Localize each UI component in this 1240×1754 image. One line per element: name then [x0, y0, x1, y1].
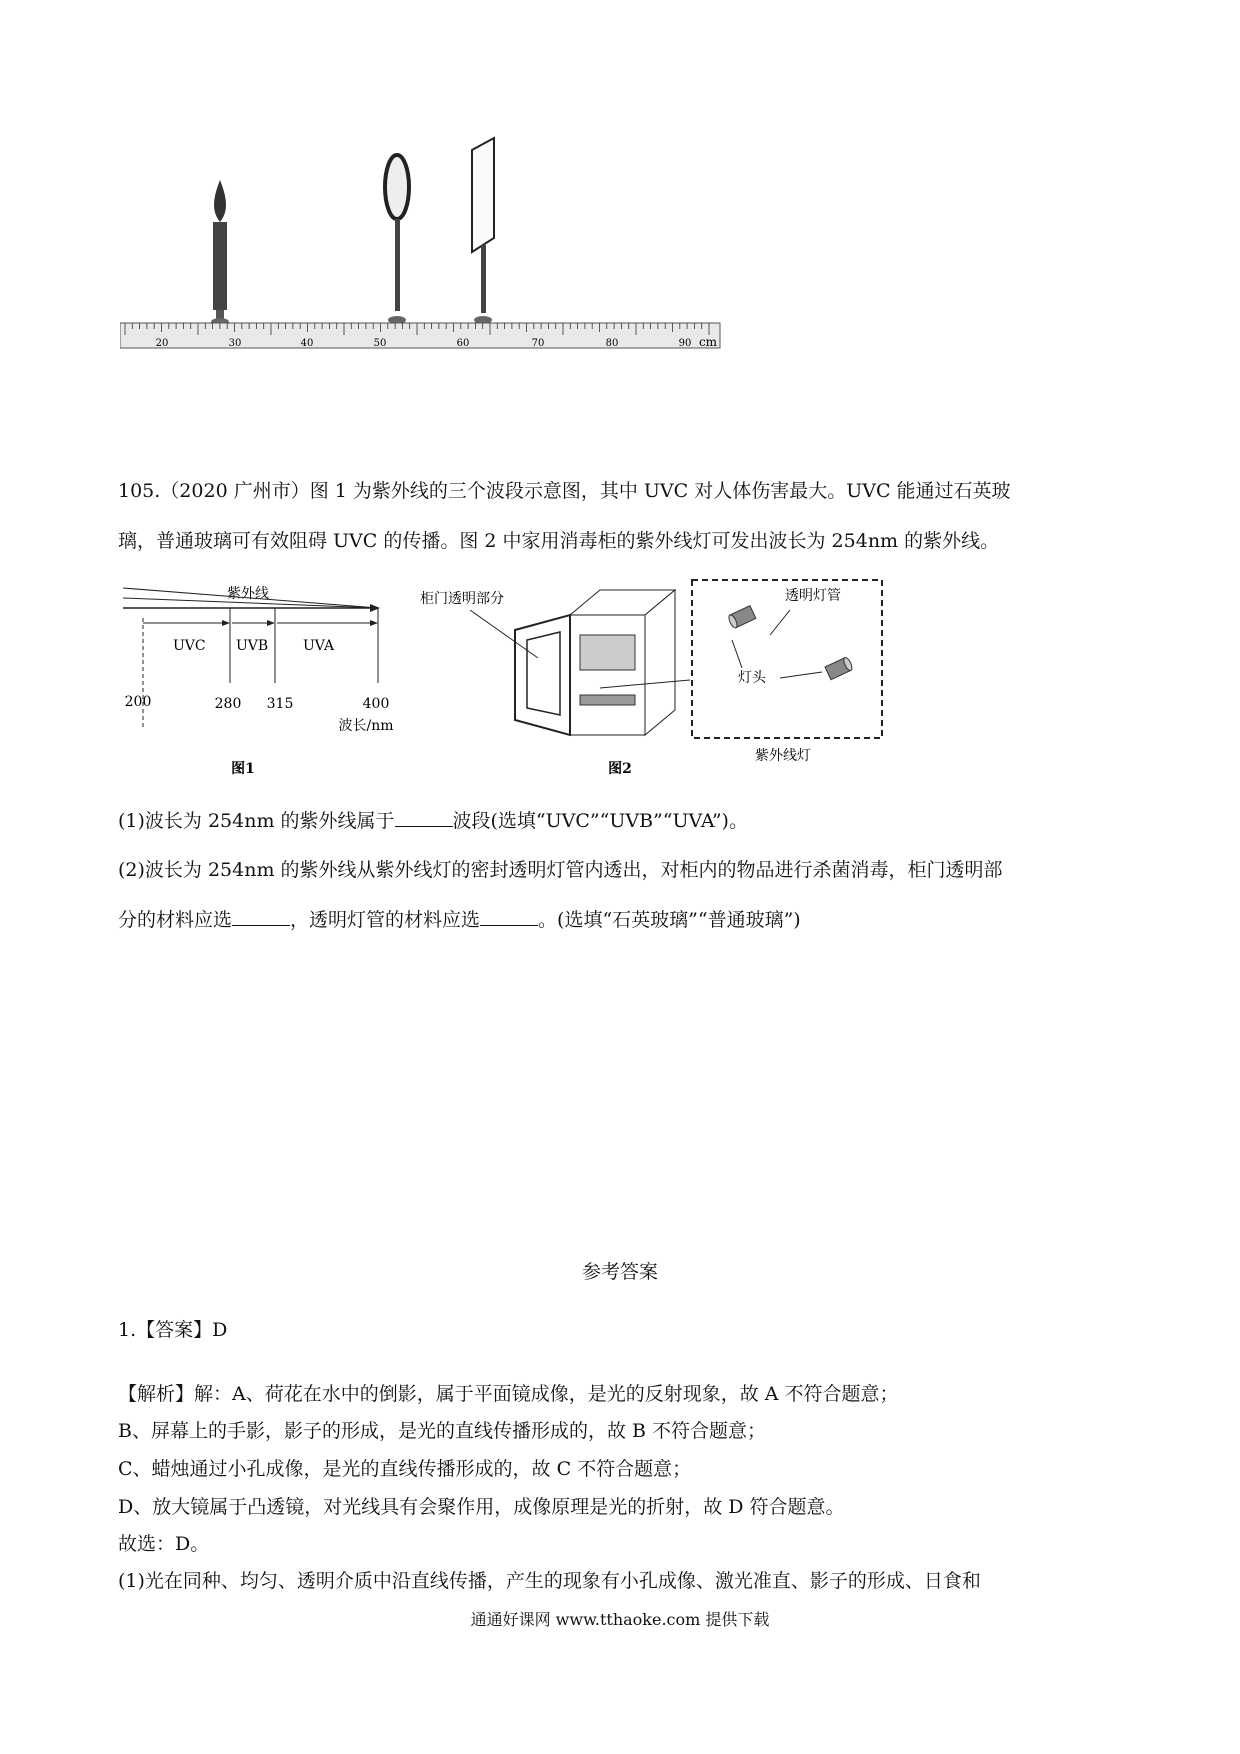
figure-1-caption: 图1	[231, 761, 255, 777]
band-uvc: UVC	[173, 638, 206, 654]
analysis-line: C、蜡烛通过小孔成像，是光的直线传播形成的，故 C 不符合题意；	[118, 1458, 692, 1480]
tick-label: 20	[155, 338, 169, 349]
candle	[211, 180, 229, 326]
figure-2-disinfection-cabinet	[420, 570, 890, 780]
q1-suffix: 波段(选填“UVC”“UVB”“UVA”)。	[452, 810, 748, 832]
wavelength-315: 315	[266, 696, 294, 712]
q1-prefix: (1)波长为 254nm 的紫外线属于	[118, 810, 395, 832]
cabinet	[515, 590, 675, 735]
analysis-line: 故选：D。	[118, 1533, 210, 1555]
analysis-line: B、屏幕上的手影，影子的形成，是光的直线传播形成的，故 B 不符合题意；	[118, 1420, 767, 1442]
wavelength-400: 400	[362, 696, 390, 712]
question-line-1: 105.（2020 广州市）图 1 为紫外线的三个波段示意图，其中 UVC 对人体伤害最大。UVC 能通过石英玻	[118, 480, 1011, 502]
band-uvb: UVB	[236, 638, 269, 654]
tick-label: 90	[678, 338, 692, 349]
answer-blank-2[interactable]	[232, 907, 290, 926]
answer-blank-1[interactable]	[395, 808, 453, 827]
footer-watermark: 通通好课网 www.tthaoke.com 提供下载	[470, 1610, 770, 1629]
axis-label: 波长/nm	[338, 718, 394, 734]
optical-bench-figure	[120, 130, 730, 360]
tick-label: 40	[300, 338, 314, 349]
analysis-line: D、放大镜属于凸透镜，对光线具有会聚作用，成像原理是光的折射，故 D 符合题意。	[118, 1496, 845, 1518]
uv-lamp-inset	[692, 580, 882, 738]
convex-lens	[385, 155, 409, 324]
wavelength-280: 280	[214, 696, 242, 712]
tick-label: 80	[605, 338, 619, 349]
q2-part-1: 分的材料应选	[118, 909, 233, 931]
tick-label: 60	[456, 338, 470, 349]
sub-question-2-line-2	[118, 907, 801, 933]
figure-1-uv-bands	[118, 578, 418, 778]
tick-label: 30	[228, 338, 242, 349]
q2-part-2: ，透明灯管的材料应选	[290, 909, 481, 931]
answers-title: 参考答案	[581, 1261, 658, 1283]
band-uva: UVA	[303, 638, 335, 654]
door-label: 柜门透明部分	[420, 591, 504, 607]
analysis-line: 【解析】解：A、荷花在水中的倒影，属于平面镜成像，是光的反射现象，故 A 不符合题意；	[118, 1383, 899, 1405]
lamp-label: 紫外线灯	[755, 748, 811, 764]
figure-2-caption: 图2	[608, 761, 632, 777]
q2-part-3: 。(选填“石英玻璃”“普通玻璃”)	[538, 909, 801, 931]
light-screen	[472, 138, 494, 324]
lamp-head-label: 灯头	[738, 670, 766, 686]
answer-blank-3[interactable]	[480, 907, 538, 926]
figure-1-title: 紫外线	[227, 586, 269, 602]
tick-label: 70	[531, 338, 545, 349]
ruler-unit: cm	[698, 335, 718, 349]
wavelength-200: 200	[124, 694, 152, 710]
tube-label: 透明灯管	[785, 588, 841, 604]
analysis-line: (1)光在同种、均匀、透明介质中沿直线传播，产生的现象有小孔成像、激光准直、影子的形成、日食和	[118, 1570, 981, 1592]
sub-question-2-line-1: (2)波长为 254nm 的紫外线从紫外线灯的密封透明灯管内透出，对柜内的物品进行杀菌消毒，柜门透明部	[118, 859, 1003, 881]
question-line-2: 璃，普通玻璃可有效阻碍 UVC 的传播。图 2 中家用消毒柜的紫外线灯可发出波长为 254nm 的紫外线。	[118, 530, 1000, 552]
tick-label: 50	[373, 338, 387, 349]
answer-1: 1.【答案】D	[118, 1319, 228, 1341]
sub-question-1	[118, 808, 748, 834]
